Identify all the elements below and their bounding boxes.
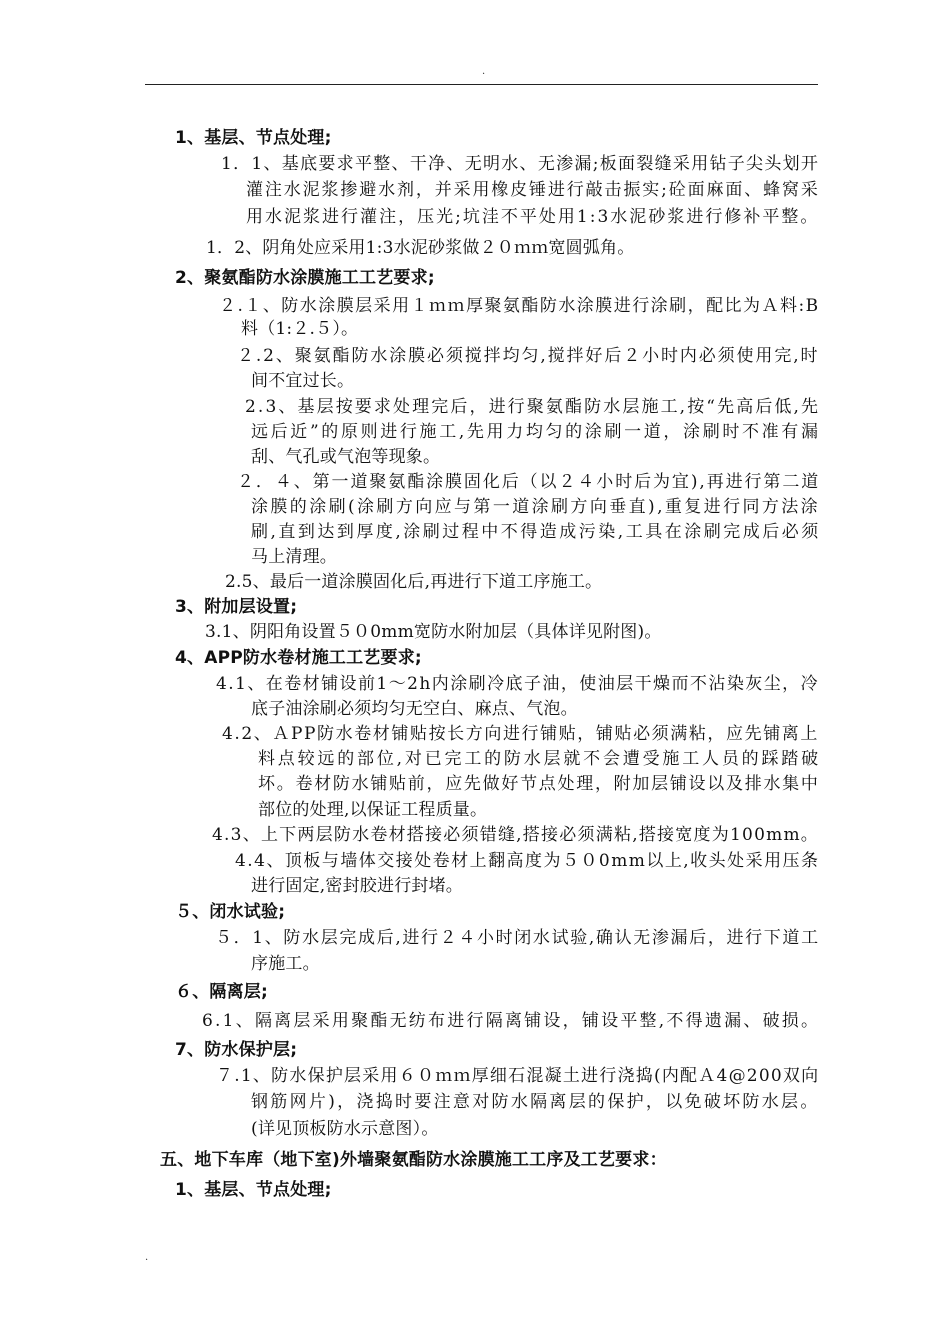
heading-6-line: ６、隔离层; (175, 982, 268, 1002)
para-4-3-line: 4.3、上下两层防水卷材搭接必须错缝,搭接必须满粘,搭接宽度为100mm。 (212, 825, 820, 845)
para-2-3-line: 2.3、基层按要求处理完后，进行聚氨酯防水层施工,按“先高后低,先 (245, 397, 821, 417)
para-1-1-line: 灌注水泥浆掺避水剂，并采用橡皮锤进行敲击振实;砼面麻面、蜂窝采 (246, 180, 820, 200)
para-2-4-line: 马上清理。 (251, 547, 337, 567)
heading-7-line: 7、防水保护层; (175, 1040, 298, 1060)
section-heading-5-line: 五、地下车库（地下室)外墙聚氨酯防水涂膜施工工序及工艺要求： (160, 1150, 667, 1170)
para-2-2-line: ２.2、聚氨酯防水涂膜必须搅拌均匀,搅拌好后２小时内必须使用完,时 (237, 346, 820, 366)
footer-mark: . (145, 1252, 149, 1263)
header-rule (145, 84, 818, 85)
para-7-1-line: 钢筋网片)，浇捣时要注意对防水隔离层的保护，以免破坏防水层。 (251, 1092, 820, 1112)
para-2-1-line: 料（1:２.５）。 (241, 319, 359, 339)
para-2-4-line: 涂膜的涂刷(涂刷方向应与第一道涂刷方向垂直),重复进行同方法涂 (251, 497, 821, 517)
para-2-3-line: 远后近”的原则进行施工,先用力均匀的涂刷一道，涂刷时不准有漏 (251, 422, 821, 442)
para-1-2-line: 1．2、阴角处应采用1:3水泥砂浆做２０ｍｍ宽圆弧角。 (206, 238, 635, 258)
para-7-1-line: ７.1、防水保护层采用６０ｍｍ厚细石混凝土进行浇捣(内配Ａ4@200双向 (216, 1066, 820, 1086)
para-4-2-line: 料点较远的部位,对已完工的防水层就不会遭受施工人员的踩踏破 (258, 749, 821, 769)
para-6-1-line: 6.1、隔离层采用聚酯无纺布进行隔离铺设，铺设平整,不得遗漏、破损。 (202, 1011, 821, 1031)
heading-3-line: 3、附加层设置; (175, 597, 298, 617)
para-4-2-line: 部位的处理,以保证工程质量。 (258, 800, 488, 820)
para-4-1-line: 4.1、在卷材铺设前1～2h内涂刷冷底子油，使油层干燥而不沾染灰尘，冷 (216, 674, 820, 694)
heading-1-repeat-line: 1、基层、节点处理; (175, 1180, 332, 1200)
heading-2-line: 2、聚氨酯防水涂膜施工工艺要求; (175, 268, 435, 288)
para-3-1-line: 3.1、阴阳角设置５０0mm宽防水附加层（具体详见附图)。 (205, 622, 662, 642)
para-2-4-line: 刷,直到达到厚度,涂刷过程中不得造成污染,工具在涂刷完成后必须 (251, 522, 821, 542)
header-mark: . (482, 66, 486, 77)
para-4-1-line: 底子油涂刷必须均匀无空白、麻点、气泡。 (251, 699, 578, 719)
heading-5-line: ５、闭水试验; (175, 902, 286, 922)
para-4-2-line: 4.2、ＡPP防水卷材铺贴按长方向进行铺贴，铺贴必须满粘，应先铺离上 (222, 724, 819, 744)
para-2-4-line: ２．４、第一道聚氨酯涂膜固化后（以２４小时后为宜),再进行第二道 (237, 472, 821, 492)
heading-1-line: 1、基层、节点处理; (175, 128, 332, 148)
para-2-1-line: ２.１、防水涂膜层采用１ｍｍ厚聚氨酯防水涂膜进行涂刷，配比为Ａ料:B (219, 296, 820, 316)
para-5-1-line: ５．1、防水层完成后,进行２４小时闭水试验,确认无渗漏后，进行下道工 (215, 928, 820, 948)
para-5-1-line: 序施工。 (251, 954, 320, 974)
para-7-1-line: (详见顶板防水示意图）。 (251, 1119, 439, 1139)
para-2-2-line: 间不宜过长。 (251, 371, 355, 391)
para-2-3-line: 刮、气孔或气泡等现象。 (251, 447, 441, 467)
para-2-5-line: 2.5、最后一道涂膜固化后,再进行下道工序施工。 (225, 572, 603, 592)
para-4-4-line: 进行固定,密封胶进行封堵。 (251, 876, 464, 896)
heading-4-line: 4、APP防水卷材施工工艺要求; (175, 648, 422, 668)
para-1-1-line: 用水泥浆进行灌注，压光;坑洼不平处用1:3水泥砂浆进行修补平整。 (246, 207, 820, 227)
para-4-4-line: 4.4、顶板与墙体交接处卷材上翻高度为５０0mm以上,收头处采用压条 (235, 851, 820, 871)
para-4-2-line: 坏。卷材防水铺贴前，应先做好节点处理，附加层铺设以及排水集中 (258, 774, 820, 794)
para-1-1-line: 1．1、基底要求平整、干净、无明水、无渗漏;板面裂缝采用钻子尖头划开 (221, 154, 820, 174)
